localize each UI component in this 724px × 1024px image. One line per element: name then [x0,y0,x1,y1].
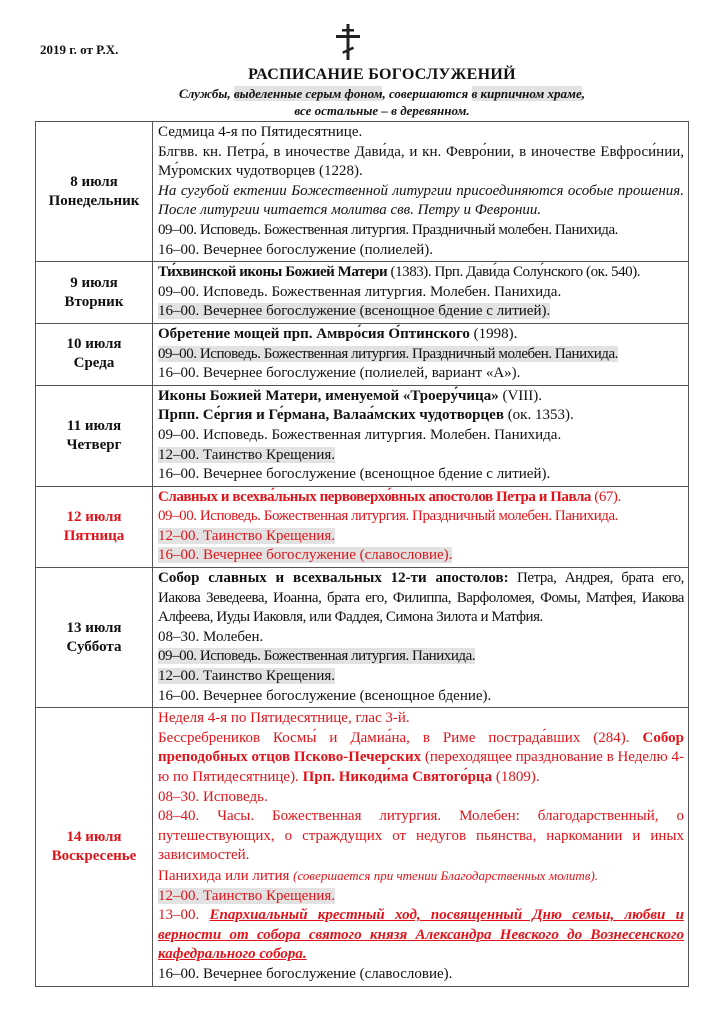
service-text: Епархиальный крестный ход, посвященный Дню семьи, любви и верности от собора святого князя Александра Невского до Вознесенского кафедрального собора. [158,907,685,963]
service-line [158,667,684,687]
date-cell [36,708,153,986]
service-text: 16–00. Вечернее богослужение (полиелей). [158,241,434,258]
service-text: (67). [590,488,621,505]
service-text: 13–00. [158,907,210,924]
day-weekday: Понедельник [48,192,140,209]
day-date: 10 июля [66,336,122,353]
schedule-row [36,708,689,986]
service-line [158,221,684,241]
subtitle-highlight: выделенные серым фоном [233,86,383,101]
service-line [158,507,684,527]
date-cell [36,262,153,324]
day-date: 14 июля [66,828,122,845]
service-text: Прпп. Се́ргия и Ге́рмана, Валаа́мских чудотворцев [158,407,504,424]
schedule-row [36,262,689,324]
schedule-row [36,568,689,708]
service-text: 16–00. Вечернее богослужение (полиелей, вариант «А»). [158,365,521,382]
service-text: 12–00. Таинство Крещения. [158,668,336,685]
subtitle-highlight: в кирпичном храме [471,86,582,101]
service-line [158,887,684,907]
services-cell [153,323,689,385]
date-cell [36,122,153,262]
service-line [158,628,684,648]
service-text: Неделя 4-я по Пятидесятнице, глас 3-й. [158,710,410,727]
day-date: 8 июля [70,173,118,190]
service-line [158,283,684,303]
schedule-row [36,385,689,486]
service-line [158,569,684,628]
page-title: РАСПИСАНИЕ БОГОСЛУЖЕНИЙ [248,66,516,83]
day-date: 13 июля [66,619,122,636]
service-line [158,143,684,182]
service-text: Собор славных и всехвальных 12-ти апостолов: [158,570,509,587]
orthodox-cross-icon [333,24,363,60]
service-text: Обретение мощей прп. Амвро́сия О́птинского [158,325,470,342]
day-date: 11 июля [66,417,122,434]
service-line [158,426,684,446]
service-text: 12–00. Таинство Крещения. [158,527,336,544]
day-weekday: Среда [73,355,115,372]
service-text: (переходящее празднование в Неделю 4-ю по Пятидесятнице). [158,749,684,785]
service-text: 16–00. Вечернее богослужение (славословие). [158,965,453,982]
service-text: Ти́хвинской иконы Божией Матери [158,264,388,281]
services-cell [153,122,689,262]
service-line [158,647,684,667]
services-cell [153,568,689,708]
service-text: 09–00. Исповедь. Божественная литургия. Панихида. [158,648,476,665]
schedule-table [35,121,689,987]
service-line [158,709,684,729]
service-text: Седмица 4-я по Пятидесятнице. [158,124,363,140]
service-text: (1998). [469,325,518,342]
service-text: (совершается при чтении Благодарственных молитв). [293,867,599,883]
service-text: 09–00. Исповедь. Божественная литургия. Молебен. Панихида. [158,283,562,300]
service-line [158,965,684,985]
subtitle-line-2: все остальные – в деревянном. [294,103,470,118]
service-line [158,241,684,261]
date-cell [36,385,153,486]
schedule-row [36,486,689,567]
service-text: (ок. 1353). [503,407,574,424]
services-cell [153,262,689,324]
subtitle [0,85,724,119]
service-text: 09–00. Исповедь. Божественная литургия. Праздничный молебен. Панихида. [158,345,618,362]
service-line [158,123,684,143]
service-line [158,325,684,345]
service-text: (1383). Прп. Дави́да Солу́нского (ок. 540). [387,264,641,281]
day-weekday: Суббота [66,638,122,655]
subtitle-text: , совершаются [382,86,472,101]
service-line [158,546,684,566]
service-line [158,807,684,866]
service-text: 12–00. Таинство Крещения. [158,446,336,463]
day-weekday: Воскресенье [51,847,137,864]
service-text: Собор преподобных отцов Псково-Печерских [158,729,684,766]
service-line [158,387,684,407]
day-date: 12 июля [66,508,122,525]
service-line [158,729,684,788]
schedule-row [36,122,689,262]
service-line [158,446,684,466]
service-text: Блгвв. кн. Петра́, в иночестве Дави́да, и кн. Февро́нии, в иночестве Евфроси́нии, Му́ромских чудотворцев (1228). [158,143,684,180]
service-text: 09–00. Исповедь. Божественная литургия. Праздничный молебен. Панихида. [158,508,618,525]
service-text: 09–00. Исповедь. Божественная литургия. Праздничный молебен. Панихида. [158,221,618,238]
service-text: Бессребреников Космы́ и Дамиа́на, в Риме пострада́вших (284). [158,729,643,746]
service-text: 08–30. Исповедь. [158,788,268,805]
service-text: Прп. Никоди́ма Святого́рца [302,769,493,785]
service-text: 09–00. Исповедь. Божественная литургия. Молебен. Панихида. [158,426,562,443]
service-line [158,866,684,887]
service-text: 08–30. Молебен. [158,628,264,645]
service-text: 16–00. Вечернее богослужение (всенощное бдение). [158,687,492,704]
service-text: Петра, Андрея, брата его, Иакова Зеведеева, Иоанна, брата его, Филиппа, Варфоломея, Фомы, Матфея, Иакова Алфеева, Иуды Иаковля, или Фаддея, Симона Зилота и Матфия. [158,570,684,626]
date-cell [36,323,153,385]
day-weekday: Вторник [64,293,124,310]
service-line [158,488,684,508]
subtitle-text: Службы, [179,86,234,101]
subtitle-text: , [581,86,585,101]
service-text: Славных и всехва́льных первоверхо́вных апостолов Петра и Павла [158,488,591,505]
service-text: 16–00. Вечернее богослужение (всенощное бдение с литией). [158,466,551,483]
service-line [158,687,684,707]
day-weekday: Четверг [66,436,122,453]
service-line [158,465,684,485]
year-label: 2019 г. от Р.Х. [40,42,119,57]
service-line [158,302,684,322]
service-line [158,406,684,426]
service-text: Панихида или лития [158,867,294,884]
service-text: 12–00. Таинство Крещения. [158,887,336,904]
service-text: 16–00. Вечернее богослужение (славословие). [158,547,453,564]
date-cell [36,486,153,567]
service-text: Иконы Божией Матери, именуемой «Троеру́чица» [158,387,499,404]
service-line [158,906,684,965]
service-line [158,788,684,808]
service-line [158,364,684,384]
service-line [158,527,684,547]
service-line [158,182,684,221]
schedule-row [36,323,689,385]
services-cell [153,486,689,567]
service-text: (VIII). [498,387,543,404]
services-cell [153,708,689,986]
date-cell [36,568,153,708]
service-text: На сугубой ектении Божественной литургии присоединяются особые прошения. После литургии читается молитва свв. Петру и Февронии. [158,182,684,219]
service-text: (1809). [492,769,540,785]
service-line [158,263,684,283]
day-weekday: Пятница [63,527,125,544]
service-text: 16–00. Вечернее богослужение (всенощное бдение с литией). [158,303,551,320]
service-line [158,345,684,365]
day-date: 9 июля [70,274,118,291]
services-cell [153,385,689,486]
service-text: 08–40. Часы. Божественная литургия. Молебен: благодарственный, о путешествующих, о страждущих от недугов пьянства, наркомании и иных зависимостей. [158,808,684,864]
